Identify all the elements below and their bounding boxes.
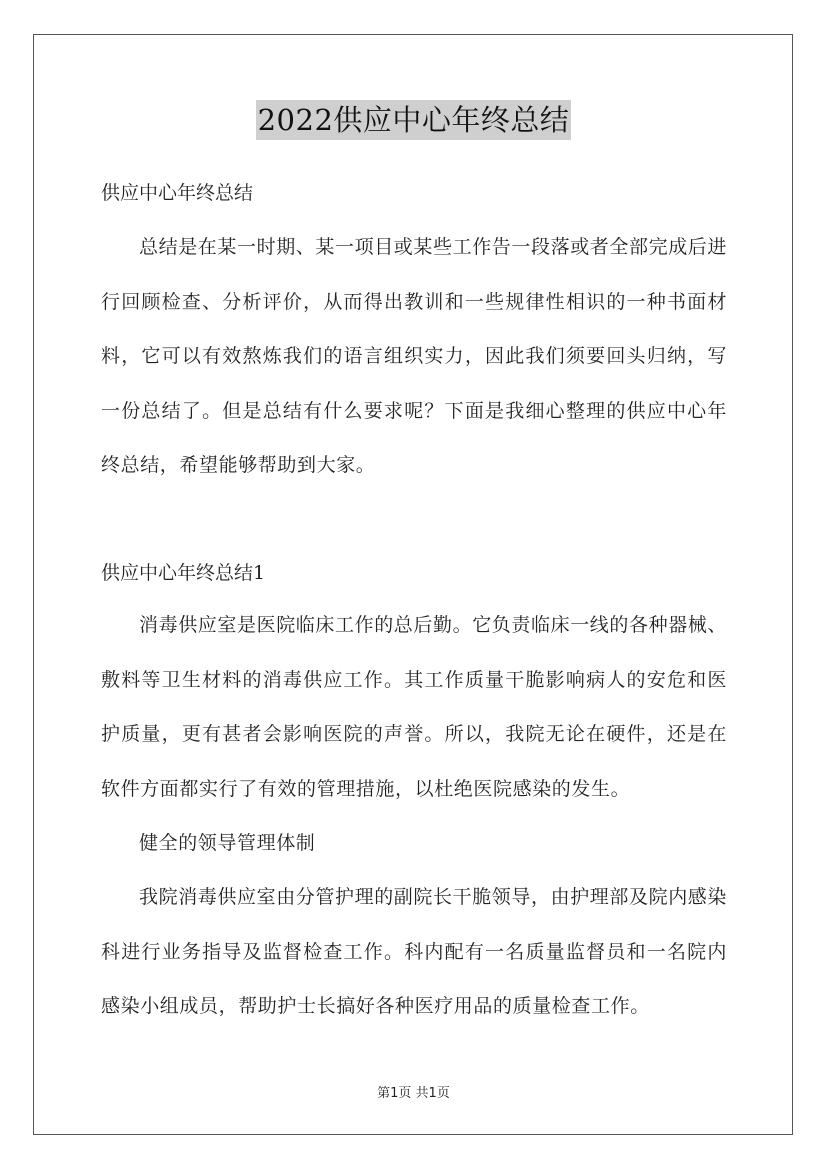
- subtitle-block: [101, 178, 727, 208]
- section1-subheading: 健全的领导管理体制: [139, 832, 316, 854]
- document-title: 2022供应中心年终总结: [256, 100, 572, 140]
- title-wrapper: [0, 100, 827, 140]
- intro-paragraph: 总结是在某一时期、某一项目或某些工作告一段落或者全部完成后进行回顾检查、分析评价，从而得出教训和一些规律性相识的一种书面材料，它可以有效熬炼我们的语言组织实力，因此我们须要回头归纳，写一份总结了。但是总结有什么要求呢？下面是我细心整理的供应中心年终总结，希望能够帮助到大家。: [101, 236, 728, 476]
- page-footer: 第1页 共1页: [377, 1086, 450, 1101]
- section1-sub-block: [101, 816, 727, 871]
- section1-para1-block: [101, 598, 727, 816]
- section1-title: 供应中心年终总结1: [101, 562, 266, 584]
- section1-para2-block: [101, 870, 727, 1034]
- section1-heading-block: [101, 558, 727, 588]
- section1-paragraph-1: 消毒供应室是医院临床工作的总后勤。它负责临床一线的各种器械、敷料等卫生材料的消毒供应工作。其工作质量干脆影响病人的安危和医护质量，更有甚者会影响医院的声誉。所以，我院无论在硬件，还是在软件方面都实行了有效的管理措施，以杜绝医院感染的发生。: [101, 614, 728, 800]
- document-subtitle: 供应中心年终总结: [101, 182, 254, 204]
- intro-block: [101, 220, 727, 493]
- section1-paragraph-2: 我院消毒供应室由分管护理的副院长干脆领导，由护理部及院内感染科进行业务指导及监督检查工作。科内配有一名质量监督员和一名院内感染小组成员，帮助护士长搞好各种医疗用品的质量检查工作。: [101, 886, 728, 1017]
